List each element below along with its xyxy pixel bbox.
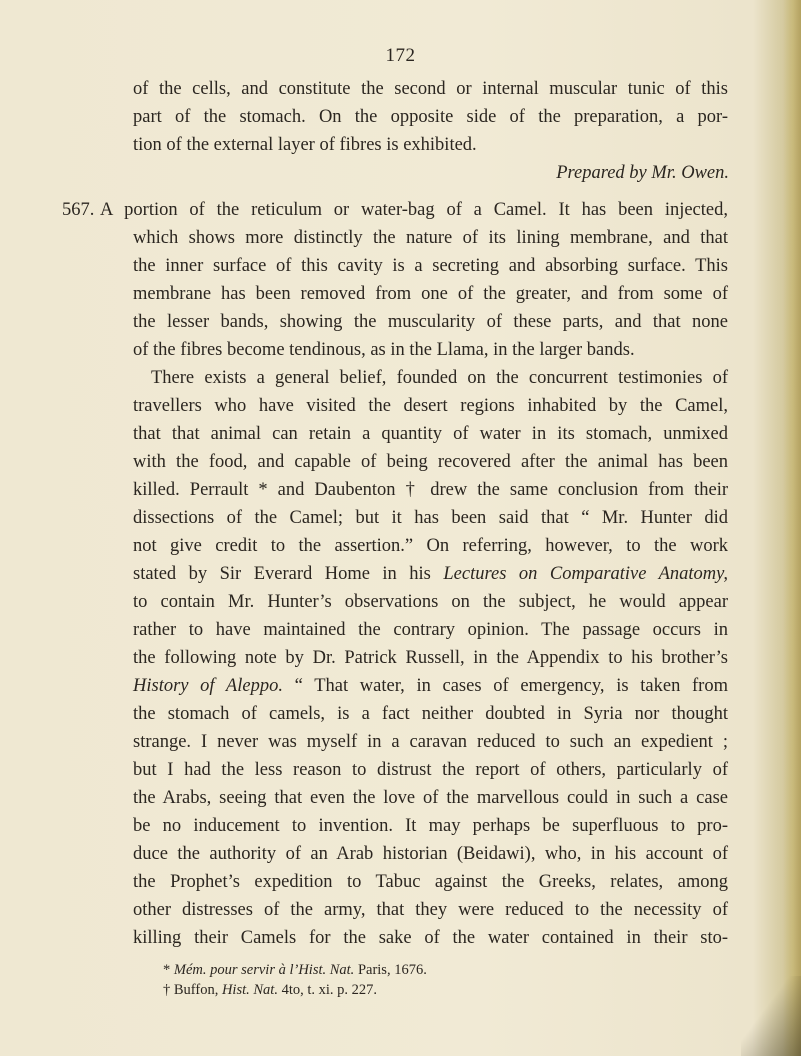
text-line: killed. Perrault * and Daubenton † drew the same conclusion from their: [133, 480, 728, 500]
footnote-title: Mém. pour servir à l’Hist. Nat.: [173, 962, 355, 978]
text-line: to contain Mr. Hunter’s observations on the subject, he would appear: [133, 592, 728, 612]
text-line: rather to have maintained the contrary opinion. The passage occurs in: [133, 620, 728, 640]
entry-number: 567.: [62, 200, 95, 220]
text-line: the stomach of camels, is a fact neither doubted in Syria nor thought: [133, 704, 728, 724]
text-line: not give credit to the assertion.” On referring, however, to the work: [133, 536, 728, 556]
text-line: be no inducement to invention. It may perhaps be superfluous to pro-: [133, 816, 728, 836]
text-line: [133, 563, 728, 585]
text-line: but I had the less reason to distrust the report of others, particularly of: [133, 760, 728, 780]
page-corner-shadow: [741, 976, 801, 1056]
page-number: 172: [385, 45, 416, 66]
text-line: the Arabs, seeing that even the love of the marvellous could in such a case: [133, 788, 728, 808]
text-line: dissections of the Camel; but it has been said that “ Mr. Hunter did: [133, 508, 728, 528]
text-line: the inner surface of this cavity is a secreting and absorbing surface. This: [133, 256, 728, 276]
footnote-text: 4to, t. xi. p. 227.: [277, 982, 378, 998]
book-title: History of Aleppo.: [133, 676, 283, 696]
text-line: [133, 675, 728, 697]
text-segment: stated by Sir Everard Home in his: [133, 564, 444, 584]
text-line: part of the stomach. On the opposite side of the preparation, a por-: [133, 107, 728, 127]
text-line: that that animal can retain a quantity of water in its stomach, unmixed: [133, 424, 728, 444]
text-line: strange. I never was myself in a caravan reduced to such an expedient ;: [133, 732, 728, 752]
book-title: Lectures on Comparative Anatomy,: [443, 564, 728, 584]
text-line: of the fibres become tendinous, as in the Llama, in the larger bands.: [133, 340, 635, 360]
text-line: of the cells, and constitute the second or internal muscular tunic of this: [133, 79, 728, 99]
text-line: membrane has been removed from one of the greater, and from some of: [133, 284, 728, 304]
text-segment: “ That water, in cases of emergency, is taken from: [282, 676, 728, 696]
text-line: duce the authority of an Arab historian (Beidawi), who, in his account of: [133, 844, 728, 864]
footnote-text: Paris, 1676.: [354, 962, 427, 978]
footnote-mark: † Buffon,: [163, 982, 222, 998]
text-line: killing their Camels for the sake of the water contained in their sto-: [133, 928, 728, 948]
text-line: There exists a general belief, founded on the concurrent testimonies of: [151, 368, 728, 388]
text-line: A portion of the reticulum or water-bag of a Camel. It has been injected,: [100, 200, 728, 220]
text-line: the following note by Dr. Patrick Russell, in the Appendix to his brother’s: [133, 648, 728, 668]
page-edge-shadow: [783, 0, 801, 1056]
text-line: with the food, and capable of being recovered after the animal has been: [133, 452, 728, 472]
footnote-mark: *: [163, 962, 174, 978]
text-line: tion of the external layer of fibres is exhibited.: [133, 135, 477, 155]
text-line: other distresses of the army, that they were reduced to the necessity of: [133, 900, 728, 920]
text-line: the lesser bands, showing the muscularity of these parts, and that none: [133, 312, 728, 332]
text-line: travellers who have visited the desert regions inhabited by the Camel,: [133, 396, 728, 416]
footnote-title: Hist. Nat.: [221, 982, 278, 998]
text-line: the Prophet’s expedition to Tabuc against the Greeks, relates, among: [133, 872, 728, 892]
footnote: [163, 981, 377, 999]
preparer-signature: Prepared by Mr. Owen.: [556, 163, 729, 183]
footnote: [163, 961, 427, 979]
text-line: which shows more distinctly the nature of its lining membrane, and that: [133, 228, 728, 248]
